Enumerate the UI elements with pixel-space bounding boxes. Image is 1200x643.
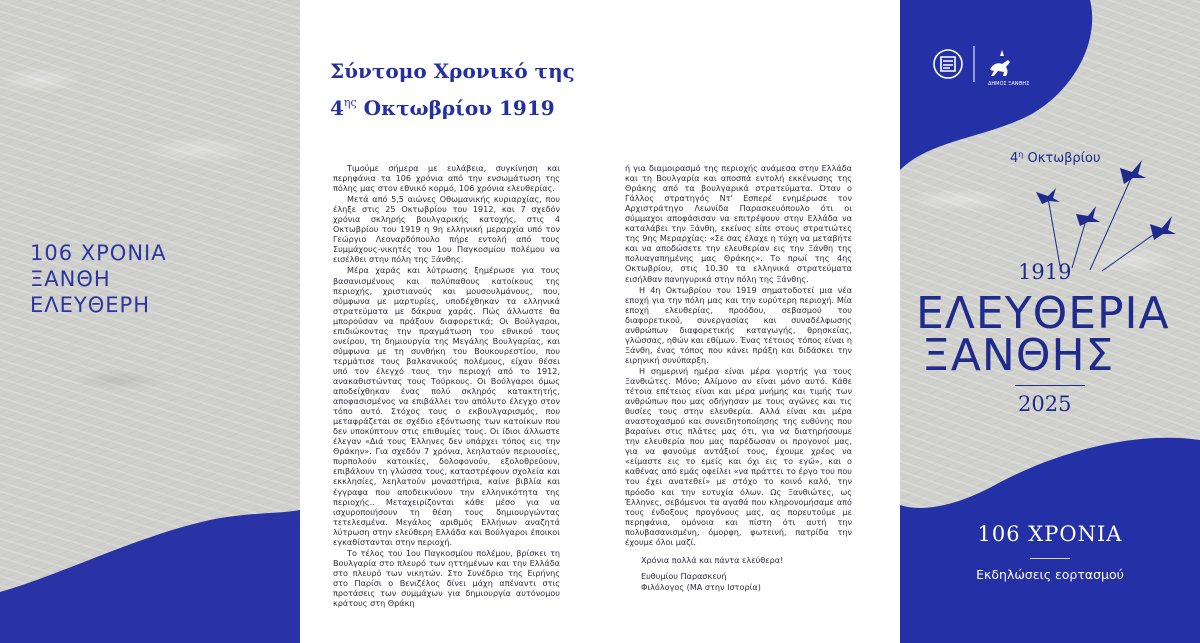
title-ordinal-suffix: ης [343,96,357,109]
cover-day-suffix: η [1018,150,1024,159]
cover-word-freedom-text: ΕΛΕΥΘΕΡΙΑ [916,288,1170,339]
title-month-year: Οκτωβρίου 1919 [356,96,555,120]
article-title-line-1: Σύντομο Χρονικό της [330,59,575,83]
year-end: 2025 [1018,392,1072,416]
cover-bottom-title: 106 ΧΡΟΝΙΑ [977,522,1123,546]
paragraph: Το τέλος του 1ου Παγκοσμίου πολέμου, βρίσκει τη Βουλγαρία στο πλευρό των ηττημένων και την Ελλάδα στο πλευρό των νικητών. Στο Συνέδριο της Ειρήνης στο Παρίσι ο Βενιζέλος δίνει μάχη απέναντι στις προτάσεις των συμμάχων για δημιουργία αυτόνομου κράτους στη Θράκη [333,547,560,609]
horse-rider-logo-icon [990,50,1010,76]
left-title-line-1: 106 ΧΡΟΝΙΑ [30,241,167,265]
closing-wish: Χρόνια πολλά και πάντα ελεύθερα! [641,554,784,565]
paragraph: Τιμούμε σήμερα με ευλάβεια, συγκίνηση και περηφάνια τα 106 χρόνια από την ενσωμάτωση της πόλης μας στον εθνικό κορμό, 106 χρόνια ελευθερίας. [333,163,560,194]
cover-month: Οκτωβρίου [1023,151,1101,166]
paragraph: Μετά από 5,5 αιώνες Οθωμανικής κυριαρχίας, που έληξε στις 25 Οκτωβρίου του 1912, και 7 σχεδόν χρόνια σκληρής βουλγαρικής κατοχής, στις 4 Οκτωβρίου του 1919 η 9η ελληνική μεραρχία υπό τον Γεώργιο Λεοναρδόπουλο πήρε εντολή από τους Συμμάχους-νικητές του 1ου Παγκοσμίου πολέμου να εισέλθει στην πόλη της Ξάνθης. [333,194,560,265]
left-title-line-3: ΕΛΕΥΘΕΡΗ [30,293,150,317]
paragraph: Η σημερινή ημέρα είναι μέρα γιορτής για τους Ξανθιώτες. Μόνο; Αλίμονο αν είναι μόνο αυτό. Κάθε τέτοια επέτειος είναι και μέρα μνήμης και τιμής των ανθρώπων που μας οδήγησαν με τους αγώνες και τις θυσίες τους στην ελευθερία. Αλλά είναι και μέρα αναστοχασμού και συνειδητοποίησης της ευθύνης που βαραίνει στις πλάτες μας ότι, για να διατηρήσουμε την ελευθερία που μας παρέδωσαν οι προγονοί μας, για να φανούμε αντάξιοί τους, έχουμε χρέος να «είμαστε εις το εμείς και όχι εις το εγώ», και ο καθένας από εμάς οφείλει «να πράττει το έργο του που του έχει ανατεθεί» με στόχο το κοινό καλό, την πρόοδο και την ευτυχία όλων. Ως Ξανθιώτες, ως Έλληνες, σεβόμενοι τα αγαθά που κληρονομήσαμε από τους ένδοξους προγόνους μας, ας πορευτούμε με περηφάνια, ομόνοια και πίστη ότι αυτή την πολυβασανισμένη, όμορφη, φωτεινή, πατρίδα την έχουμε όλοι μαζί. [625,365,852,547]
blue-wave-shape [0,0,300,643]
article-panel [300,0,900,643]
year-divider [1015,385,1085,386]
logo-caption: ΔΗΜΟΣ ΞΑΝΘΗΣ [988,81,1030,87]
bird-icon [1120,160,1146,184]
author-name: Ευθυμίου Παρασκευή [641,570,727,581]
municipality-logos [928,40,1068,90]
front-cover-panel [900,0,1200,643]
title-day-number: 4 [330,96,344,120]
article-column-2 [625,163,852,593]
article-column-1 [333,163,560,609]
seal-logo-icon [934,50,962,78]
author-role: Φιλόλογος (ΜΑ στην Ιστορία) [641,581,761,592]
paragraph: Μέρα χαράς και λύτρωσης ξημέρωσε για τους βασανισμένους και πολύπαθους κατοίκους της περιοχής, χριστιανούς και μουσουλμάνους, που, σύμφωνα με μαρτυρίες, υποδέχθηκαν τα ελληνικά στρατεύματα με δάκρυα χαράς. Πώς άλλωστε θα μπορούσαν να πράξουν διαφορετικά; Οι Βούλγαροι, επιδιώκοντας την πραγμάτωση του εθνικού τους ονείρου, τη δημιουργία της Μεγάλης Βουλγαρίας, και σύμφωνα με τη συνθήκη του Βουκουρεστίου, που τερμάτισε τους βαλκανικούς πολέμους, είχαν θέσει υπό τον έλεγχό τους την περιοχή από το 1912, ανακαθιστώντας τους Τούρκους. Οι Βούλγαροι όμως αποδείχθηκαν ένας πολύ σκληρός κατακτητής, αποφασισμένος να επιβάλλει τον απόλυτο έλεγχο στον τόπο αυτό. Στόχος τους ο εκβουλγαρισμός, που μεταφράζεται σε σχέδιο εξόντωσης των κατοίκων που δεν υποκύπτουν στις επιθυμίες τους. Οι ίδιοι άλλωστε έλεγαν «Διά τους Έλληνες δεν υπάρχει τόπος εις την Θράκην». Για σχεδόν 7 χρόνια, λεηλατούν περιουσίες, πυρπολούν κατοικίες, δολοφονούν, εξολοθρεύουν, επιβάλουν τη γλώσσα τους, καταστρέφουν σχολεία και εκκλησίες, λεηλατούν μοναστήρια, καίνε βιβλία και έγγραφα που αποδεικνύουν την ελληνικότητα της περιοχής.. Μεταχειρίζονται κάθε μέσο για να ισχυροποιήσουν τη θέση τους δημιουργώντας τετελεσμένα. Μεγάλος αριθμός Ελλήνων αναζητά λύτρωση στην ελεύθερη Ελλάδα και Βούλγαροι έποικοι εγκαθίστανται στην περιοχή. [333,265,560,547]
paragraph: Η 4η Οκτωβρίου του 1919 σηματοδοτεί μια νέα εποχή για την πόλη μας και την ευρύτερη περιοχή. Μία εποχή ελευθερίας, προόδου, σεβασμού του διαφορετικού, συνεργασίας και συναδέλφωσης ανθρώπων διαφορετικής καταγωγής, θρησκείας, γλώσσας, ηθών και εθίμων. Ένας τέτοιος τόπος είναι η Ξάνθη, ένας τόπος που κάνει πράξη και διδάσκει την ειρηνική συνύπαρξη. [625,284,852,365]
bird-icon [1150,216,1176,240]
bird-icon [1076,206,1100,226]
bird-icon [1036,188,1060,204]
cover-day: 4 [1010,151,1019,166]
left-back-panel [0,0,300,643]
cover-word-xanthi [922,330,1115,381]
year-start: 1919 [1018,260,1072,284]
left-title [30,240,270,318]
article-title-line-2 [330,87,650,124]
article-title [330,56,650,124]
cover-bottom-rule [1030,558,1070,559]
cover-bottom-subtitle: Εκδηλώσεις εορτασμού [976,567,1124,582]
paragraph: ή για διαμοιρασμό της περιοχής ανάμεσα στην Ελλάδα και τη Βουλγαρία και αποσπά εντολή εκκένωσης της Θράκης από τα βουλγαρικά στρατεύματα. Όταν ο Γάλλος στρατηγός Ντ' Εσπερέ ενημέρωσε τον Αρχιστράτηγο Λεωνίδα Παρασκευόπουλο ότι οι σύμμαχοι αποφάσισαν να επιτρέψουν στην Ελλάδα να καταλάβει την Ξάνθη, εκείνος είπε στους στρατιώτες της 9ης Μεραρχίας: «Σε σας έλαχε η τύχη να μεταβήτε και να αποδώσετε την ελευθερίαν εις την Ξάνθη της πολυαγαπημένης μας Θράκης». Το πρωί της 4ης Οκτωβρίου, στις 10.30 τα ελληνικά στρατεύματα εισήλθαν πανηγυρικά στην πόλη της Ξάνθης. [625,163,852,284]
cover-word-xanthi-text: ΞΑΝΘΗΣ [922,330,1115,381]
left-title-line-2: ΞΑΝΘΗ [30,267,111,291]
